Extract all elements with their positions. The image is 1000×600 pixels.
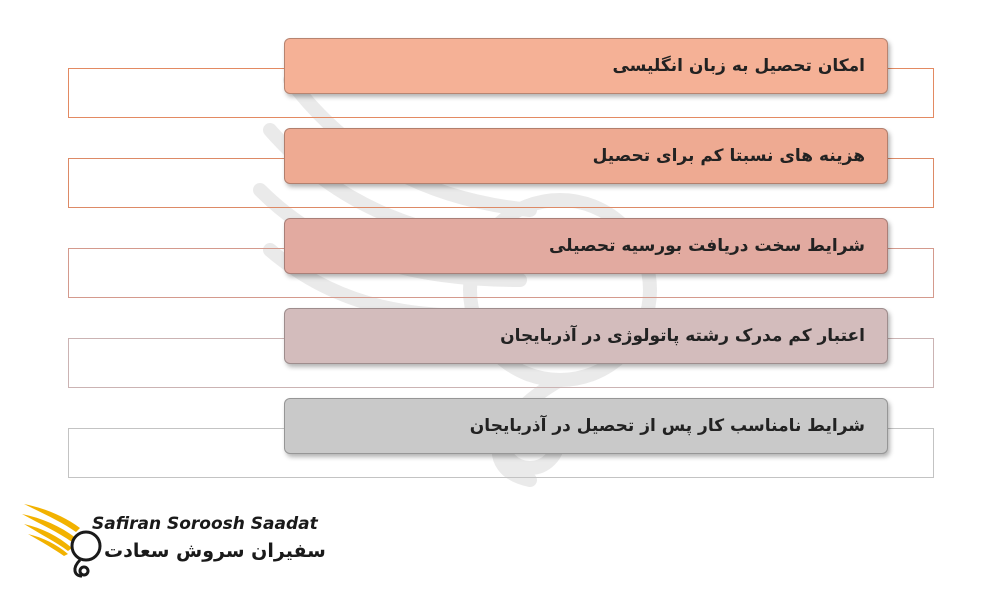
list-item xyxy=(284,128,888,184)
list-item xyxy=(284,218,888,274)
list-item-label: هزینه های نسبتا کم برای تحصیل xyxy=(592,146,865,166)
list-item-label: شرایط نامناسب کار پس از تحصیل در آذربایجان xyxy=(469,416,865,436)
list-item-label: امکان تحصیل به زبان انگلیسی xyxy=(612,56,865,76)
logo-english-text: Safiran Soroosh Saadat xyxy=(92,514,318,534)
list-item xyxy=(284,38,888,94)
company-logo xyxy=(20,496,326,580)
list-item xyxy=(284,308,888,364)
logo-persian-text: سفیران سروش سعادت xyxy=(104,540,326,562)
wing-logo-icon xyxy=(20,496,110,580)
list-item-label: شرایط سخت دریافت بورسیه تحصیلی xyxy=(548,236,865,256)
list-item-label: اعتبار کم مدرک رشته پاتولوژی در آذربایجان xyxy=(500,326,865,346)
list-item xyxy=(284,398,888,454)
